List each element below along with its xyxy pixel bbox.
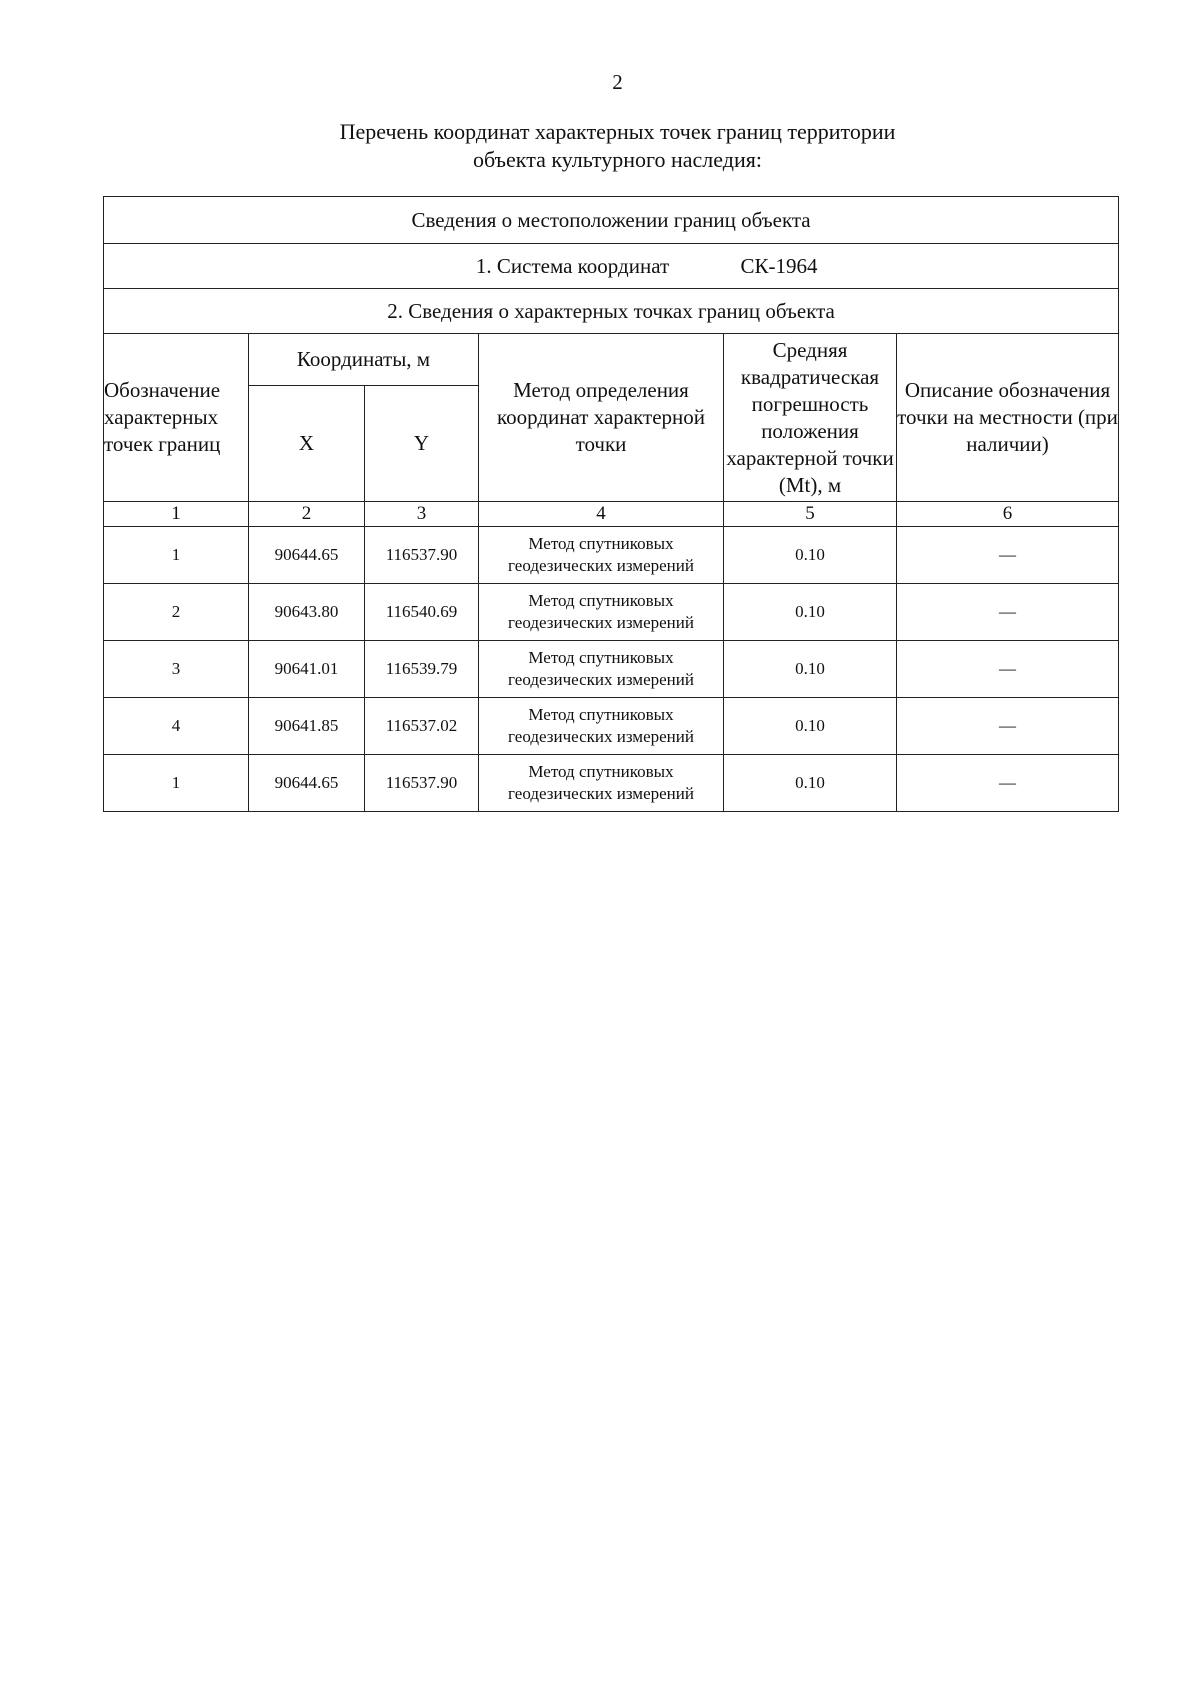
point-id: 1	[104, 755, 249, 812]
column-number: 5	[724, 502, 897, 527]
point-id: 2	[104, 584, 249, 641]
point-description: —	[897, 584, 1119, 641]
coordinate-x: 90643.80	[249, 584, 365, 641]
table-banner: Сведения о местоположении границ объекта	[104, 197, 1119, 244]
header-method: Метод определения координат характерной точки	[479, 334, 724, 502]
method-cell: Метод спутниковых геодезических измерений	[479, 527, 724, 584]
coordinate-y: 116537.02	[365, 698, 479, 755]
document-title-line-2: объекта культурного наследия:	[473, 147, 762, 172]
coordinate-x: 90641.01	[249, 641, 365, 698]
column-number: 1	[104, 502, 249, 527]
method-cell: Метод спутниковых геодезических измерений	[479, 584, 724, 641]
column-number: 6	[897, 502, 1119, 527]
coordinate-x: 90644.65	[249, 755, 365, 812]
table-row	[104, 641, 1119, 698]
point-description: —	[897, 641, 1119, 698]
method-cell: Метод спутниковых геодезических измерений	[479, 698, 724, 755]
column-number-row	[104, 502, 1119, 527]
column-number: 4	[479, 502, 724, 527]
document-title	[0, 118, 1200, 174]
coordinate-y: 116539.79	[365, 641, 479, 698]
error-value: 0.10	[724, 755, 897, 812]
header-y: Y	[365, 386, 479, 502]
point-description: —	[897, 755, 1119, 812]
coordinate-y: 116540.69	[365, 584, 479, 641]
point-id: 3	[104, 641, 249, 698]
point-id: 4	[104, 698, 249, 755]
error-value: 0.10	[724, 584, 897, 641]
coordinate-system-label: 1. Система координат	[475, 253, 670, 278]
table-row	[104, 755, 1119, 812]
table-row	[104, 527, 1119, 584]
point-description: —	[897, 527, 1119, 584]
point-description: —	[897, 698, 1119, 755]
header-x: X	[249, 386, 365, 502]
header-coordinates: Координаты, м	[249, 334, 479, 386]
page-number: 2	[612, 70, 623, 94]
column-number: 2	[249, 502, 365, 527]
coordinate-y: 116537.90	[365, 755, 479, 812]
header-error: Средняя квадратическая погрешность положения характерной точки (Mt), м	[724, 334, 897, 502]
error-value: 0.10	[724, 641, 897, 698]
document-title-line-1: Перечень координат характерных точек границ территории	[339, 119, 896, 144]
header-description: Описание обозначения точки на местности (при наличии)	[897, 334, 1119, 502]
coordinate-y: 116537.90	[365, 527, 479, 584]
table-row	[104, 584, 1119, 641]
method-cell: Метод спутниковых геодезических измерений	[479, 641, 724, 698]
error-value: 0.10	[724, 527, 897, 584]
boundary-coordinates-table	[103, 196, 1119, 812]
points-section-heading: 2. Сведения о характерных точках границ объекта	[104, 289, 1119, 334]
method-cell: Метод спутниковых геодезических измерений	[479, 755, 724, 812]
coordinate-x: 90641.85	[249, 698, 365, 755]
point-id: 1	[104, 527, 249, 584]
column-number: 3	[365, 502, 479, 527]
coordinate-system-row	[104, 244, 1119, 289]
header-designation: Обозначение характерных точек границ	[104, 334, 249, 502]
coordinate-system-value: СК-1964	[740, 253, 818, 278]
table-row	[104, 698, 1119, 755]
coordinate-x: 90644.65	[249, 527, 365, 584]
error-value: 0.10	[724, 698, 897, 755]
